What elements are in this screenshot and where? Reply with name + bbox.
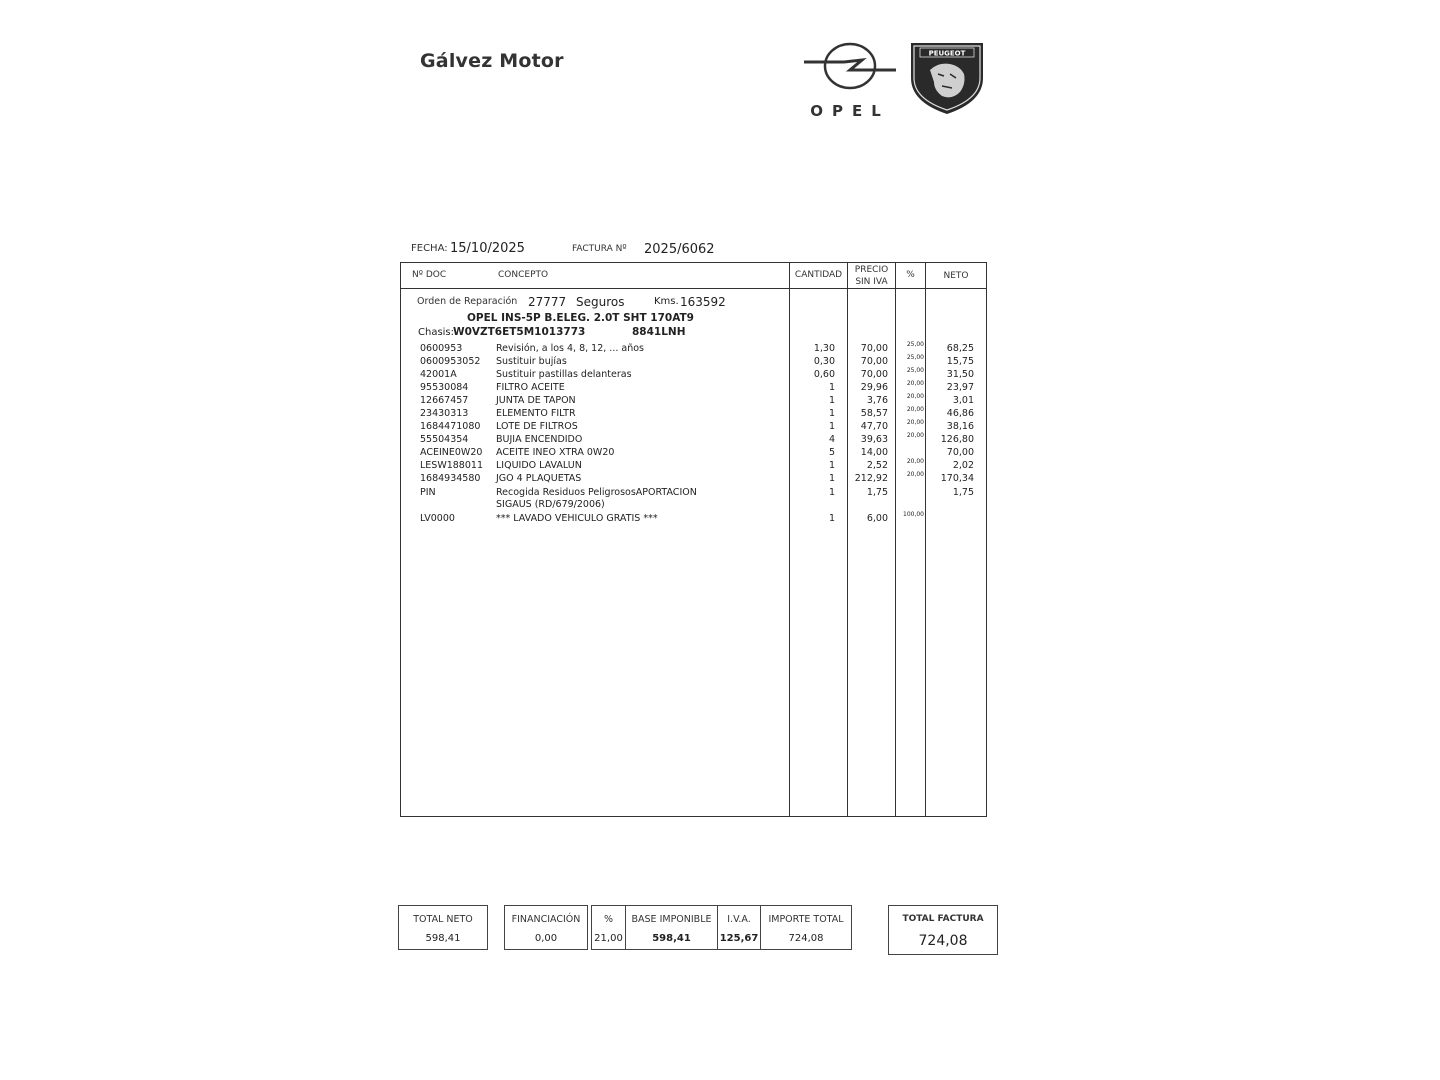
opel-wordmark: OPEL [810,102,890,120]
row-doc: ACEINE0W20 [420,447,483,458]
row-cantidad: 0,30 [813,356,835,367]
row-percent: 25,00 [906,341,924,348]
row-neto: 46,86 [946,408,974,419]
row-cantidad: 1 [828,460,835,471]
row-precio: 2,52 [866,460,888,471]
header-neto: NETO [943,271,969,281]
iva-label: I.V.A. [727,914,751,925]
table-row [0,473,1440,486]
row-doc: 23430313 [420,408,469,419]
row-neto: 126,80 [940,434,974,445]
row-percent: 100,00 [903,511,924,518]
table-row [0,343,1440,356]
row-precio: 3,76 [866,395,888,406]
chasis-value: W0VZT6ET5M1013773 [453,326,586,338]
fecha-label: FECHA: [411,243,448,254]
row-cantidad: 1 [828,487,835,498]
dealer-name: Gálvez Motor [420,50,564,72]
row-precio: 47,70 [860,421,888,432]
peugeot-wordmark: PEUGEOT [928,49,966,58]
row-concepto: ELEMENTO FILTR [496,408,576,419]
row-percent: 25,00 [906,367,924,374]
repair-order-label: Orden de Reparación [417,296,518,307]
financiacion-label: FINANCIACIÓN [511,914,581,925]
header-precio: PRECIO SIN IVA [854,265,889,287]
kms-label: Kms. [654,296,679,307]
total-factura-label: TOTAL FACTURA [902,914,984,924]
row-doc: LESW188011 [420,460,483,471]
importe-total-label: IMPORTE TOTAL [768,914,844,925]
table-row [0,460,1440,473]
row-neto: 2,02 [952,460,974,471]
table-row [0,369,1440,382]
row-doc: 0600953 [420,343,463,354]
table-row [0,382,1440,395]
license-plate: 8841LNH [632,326,686,338]
row-percent: 20,00 [906,380,924,387]
fecha-value: 15/10/2025 [450,241,525,256]
total-neto-label: TOTAL NETO [413,914,473,925]
row-neto: 38,16 [946,421,974,432]
financiacion-box [504,905,588,950]
row-concepto: BUJIA ENCENDIDO [496,434,583,445]
table-row [0,356,1440,369]
row-precio: 70,00 [860,343,888,354]
row-concepto: ACEITE INEO XTRA 0W20 [496,447,615,458]
total-factura-box [888,905,998,955]
table-row [0,408,1440,421]
repair-order-type: Seguros [576,295,625,309]
vehicle-description: OPEL INS-5P B.ELEG. 2.0T SHT 170AT9 [467,312,694,324]
row-concepto: FILTRO ACEITE [496,382,565,393]
table-row [0,513,1440,526]
row-doc: LV0000 [420,513,455,524]
row-doc: 1684934580 [420,473,481,484]
tax-summary-box [591,905,852,950]
row-percent: 20,00 [906,471,924,478]
row-precio: 6,00 [866,513,888,524]
table-row [0,434,1440,447]
table-row [0,395,1440,408]
row-precio: 70,00 [860,369,888,380]
table-row [0,447,1440,460]
row-cantidad: 5 [828,447,835,458]
total-neto-box [398,905,488,950]
repair-order-number: 27777 [528,295,567,309]
row-percent: 20,00 [906,458,924,465]
kms-value: 163592 [680,295,726,309]
table-row-continuation [0,499,1440,512]
row-cantidad: 0,60 [813,369,835,380]
row-concepto: Revisión, a los 4, 8, 12, ... años [496,343,644,354]
row-precio: 70,00 [860,356,888,367]
row-doc: 0600953052 [420,356,481,367]
row-neto: 3,01 [952,395,974,406]
row-percent: 20,00 [906,419,924,426]
row-precio: 212,92 [854,473,888,484]
row-concepto: JGO 4 PLAQUETAS [496,473,582,484]
table-row [0,421,1440,434]
financiacion-value: 0,00 [534,933,558,944]
factura-value: 2025/6062 [644,242,715,257]
row-concepto: LIQUIDO LAVALUN [496,460,582,471]
header-percent: % [906,270,915,280]
chasis-label: Chasis: [418,327,455,338]
row-precio: 39,63 [860,434,888,445]
header-concepto: CONCEPTO [498,270,549,280]
pct-label: % [603,914,614,925]
row-neto: 31,50 [946,369,974,380]
header-cantidad: CANTIDAD [794,270,843,280]
row-percent: 20,00 [906,406,924,413]
row-concepto-continuation: SIGAUS (RD/679/2006) [496,499,605,510]
header-doc: Nº DOC [412,270,447,280]
importe-total-value: 724,08 [788,933,824,944]
row-neto: 23,97 [946,382,974,393]
row-percent: 25,00 [906,354,924,361]
row-cantidad: 1 [828,395,835,406]
factura-label: FACTURA Nº [572,244,627,254]
opel-logo [800,38,900,123]
table-header-divider [400,288,987,289]
pct-value: 21,00 [594,933,623,944]
row-concepto: Recogida Residuos PeligrososAPORTACION [496,487,697,498]
row-doc: 42001A [420,369,457,380]
row-cantidad: 1 [828,513,835,524]
row-neto: 1,75 [952,487,974,498]
total-neto-value: 598,41 [425,933,461,944]
row-cantidad: 1 [828,421,835,432]
row-concepto: *** LAVADO VEHICULO GRATIS *** [496,513,658,524]
row-concepto: JUNTA DE TAPON [496,395,576,406]
peugeot-logo [908,40,986,116]
row-neto: 170,34 [940,473,974,484]
row-cantidad: 1,30 [813,343,835,354]
row-doc: PIN [420,487,436,498]
base-imponible-value: 598,41 [652,933,691,944]
row-doc: 55504354 [420,434,469,445]
iva-value: 125,67 [719,933,759,944]
row-concepto: LOTE DE FILTROS [496,421,578,432]
row-precio: 29,96 [860,382,888,393]
total-factura-value: 724,08 [918,933,968,949]
row-precio: 58,57 [860,408,888,419]
row-concepto: Sustituir pastillas delanteras [496,369,632,380]
row-precio: 14,00 [860,447,888,458]
row-doc: 12667457 [420,395,469,406]
row-cantidad: 1 [828,473,835,484]
row-percent: 20,00 [906,432,924,439]
row-neto: 70,00 [946,447,974,458]
row-cantidad: 4 [828,434,835,445]
row-cantidad: 1 [828,382,835,393]
row-doc: 1684471080 [420,421,481,432]
row-doc: 95530084 [420,382,469,393]
row-neto: 15,75 [946,356,974,367]
row-percent: 20,00 [906,393,924,400]
base-imponible-label: BASE IMPONIBLE [631,914,712,925]
row-concepto: Sustituir bujías [496,356,567,367]
row-neto: 68,25 [946,343,974,354]
row-precio: 1,75 [866,487,888,498]
row-cantidad: 1 [828,408,835,419]
